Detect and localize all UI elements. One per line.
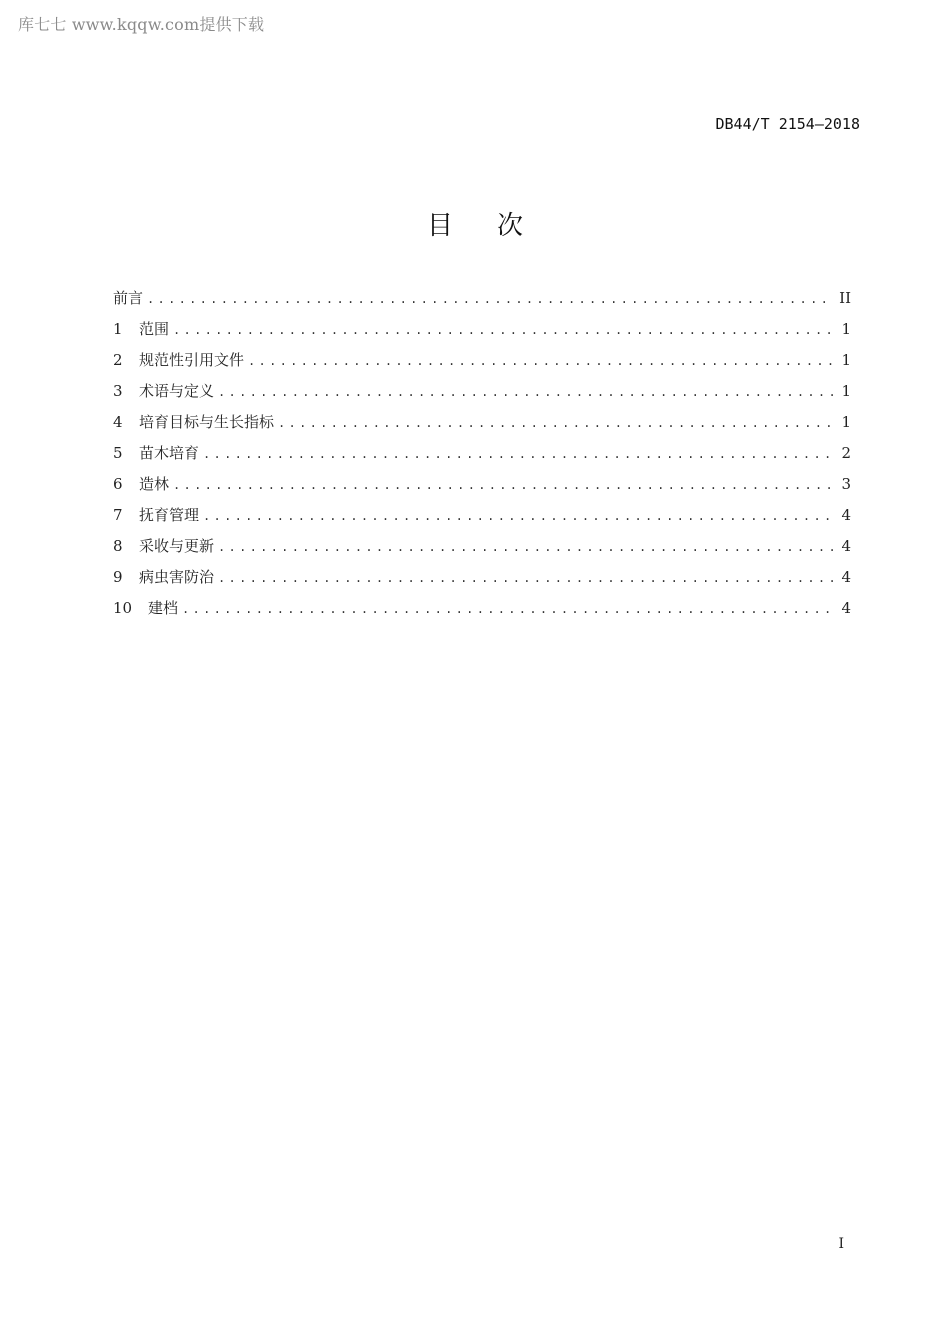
toc-leader-dots [173, 323, 835, 337]
toc-leader-dots [182, 602, 835, 616]
toc-entry-page: 4 [841, 506, 851, 524]
toc-leader-dots [218, 540, 835, 554]
toc-leader-dots [173, 478, 835, 492]
toc-entry-6[interactable] [113, 473, 851, 504]
toc-entry-label: 建档 [148, 599, 179, 617]
toc-entry-number: 4 [113, 413, 123, 431]
toc-entry-number: 9 [113, 568, 123, 586]
toc-entry-page: 1 [841, 351, 851, 369]
toc-entry-number: 6 [113, 475, 123, 493]
toc-entry-10[interactable] [113, 597, 851, 628]
toc-entry-5[interactable] [113, 442, 851, 473]
standard-code: DB44/T 2154—2018 [715, 115, 860, 133]
toc-entry-2[interactable] [113, 349, 851, 380]
toc-entry-label: 术语与定义 [139, 382, 215, 400]
toc-entry-1[interactable] [113, 318, 851, 349]
toc-entry-page: 4 [841, 537, 851, 555]
toc-entry-9[interactable] [113, 566, 851, 597]
toc-entry-number: 8 [113, 537, 123, 555]
toc-entry-number: 7 [113, 506, 123, 524]
toc-entry-number: 1 [113, 320, 123, 338]
toc-leader-dots [147, 292, 833, 306]
toc-entry-page: 3 [841, 475, 851, 493]
toc-entry-label: 采收与更新 [139, 537, 215, 555]
toc-entry-page: 1 [841, 320, 851, 338]
toc-leader-dots [248, 354, 835, 368]
table-of-contents [113, 287, 851, 628]
toc-entry-3[interactable] [113, 380, 851, 411]
toc-title: 目次 [426, 211, 567, 241]
toc-leader-dots [203, 509, 835, 523]
toc-entry-label: 前言 [113, 289, 144, 307]
toc-entry-label: 培育目标与生长指标 [139, 413, 275, 431]
toc-entry-page: 1 [841, 413, 851, 431]
toc-entry-7[interactable] [113, 504, 851, 535]
page-number: I [838, 1236, 844, 1252]
toc-entry-label: 病虫害防治 [139, 568, 215, 586]
toc-entry-number: 5 [113, 444, 123, 462]
toc-entry-label: 造林 [139, 475, 170, 493]
download-watermark: 库七七 www.kqqw.com提供下载 [18, 15, 265, 34]
toc-entry-page: 4 [841, 568, 851, 586]
toc-entry-page: II [839, 289, 851, 307]
toc-leader-dots [218, 385, 835, 399]
toc-leader-dots [278, 416, 835, 430]
toc-entry-page: 4 [841, 599, 851, 617]
toc-entry-foreword[interactable] [113, 287, 851, 318]
toc-leader-dots [203, 447, 835, 461]
toc-entry-label: 抚育管理 [139, 506, 200, 524]
toc-entry-label: 苗木培育 [139, 444, 200, 462]
toc-entry-page: 1 [841, 382, 851, 400]
toc-entry-number: 2 [113, 351, 123, 369]
toc-leader-dots [218, 571, 835, 585]
toc-entry-8[interactable] [113, 535, 851, 566]
toc-entry-number: 10 [113, 599, 133, 617]
toc-entry-page: 2 [841, 444, 851, 462]
toc-entry-number: 3 [113, 382, 123, 400]
toc-entry-label: 规范性引用文件 [139, 351, 245, 369]
toc-entry-4[interactable] [113, 411, 851, 442]
toc-entry-label: 范围 [139, 320, 170, 338]
